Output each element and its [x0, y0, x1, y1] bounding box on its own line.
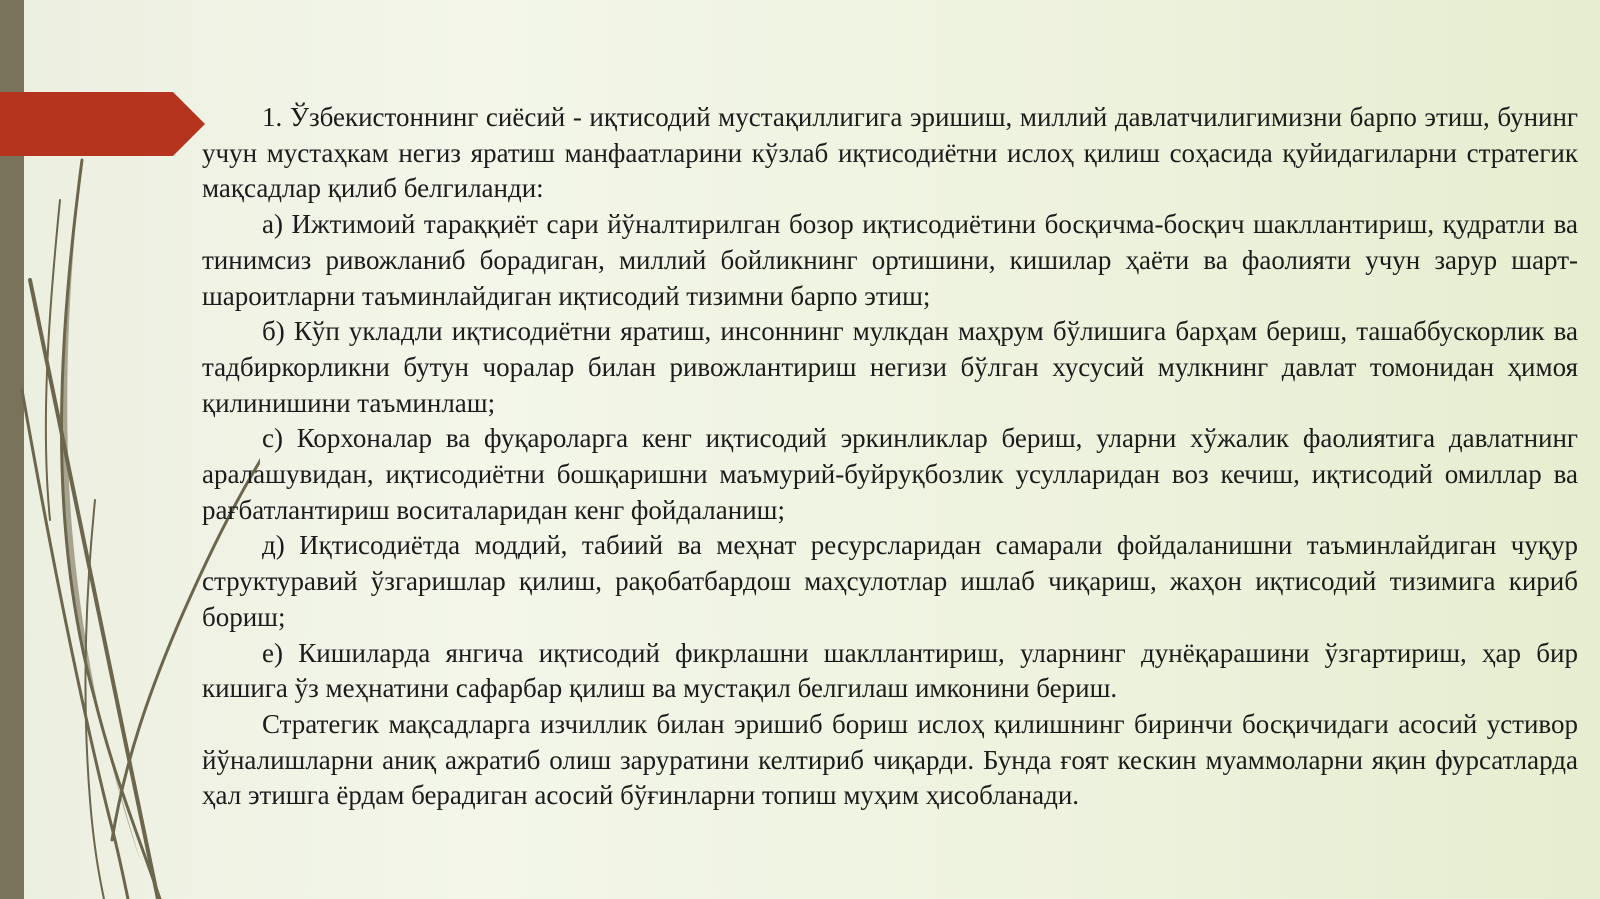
- paragraph-d: д) Иқтисодиётда моддий, табиий ва меҳнат ресурсларидан самарали фойдаланишни таъминлайдиган чуқур структуравий ўзгаришлар қилиш, рақобатбардош маҳсулотлар ишлаб чиқариш, жаҳон иқтисодий тизимига кириб бориш;: [202, 530, 1578, 632]
- paragraph-conclusion: Стратегик мақсадларга изчиллик билан эришиб бориш ислоҳ қилишнинг биринчи босқичидаги асосий устивор йўналишларни аниқ ажратиб олиш заруратини келтириб чиқарди. Бунда ғоят кескин муаммоларни яқин фурсатларда ҳал этишга ёрдам берадиган асосий бўғинларни топиш муҳим ҳисобланади.: [202, 708, 1578, 811]
- paragraph-c: с) Корхоналар ва фуқароларга кенг иқтисодий эркинликлар бериш, уларни хўжалик фаолиятига давлатнинг аралашувидан, иқтисодиётни бошқаришни маъмурий-буйруқбозлик усулларидан воз кечиш, иқтисодий омиллар ва рағбатлантириш воситаларидан кенг фойдаланиш;: [202, 423, 1578, 525]
- paragraph-e: е) Кишиларда янгича иқтисодий фикрлашни шакллантириш, уларнинг дунёқарашини ўзгартириш, ҳар бир кишига ўз меҳнатини сафарбар қилиш ва мустақил белгилаш имконини бериш.: [202, 637, 1578, 704]
- paragraph-a: а) Ижтимоий тараққиёт сари йўналтирилган бозор иқтисодиётини босқичма-босқич шакллантириш, қудратли ва тинимсиз ривожланиб борадиган, миллий бойликнинг ортишини, кишилар ҳаёти ва фаолияти учун зарур шарт-шароитларни таъминлайдиган иқтисодий тизимни барпо этиш;: [202, 209, 1578, 311]
- paragraph-b: б) Кўп укладли иқтисодиётни яратиш, инсоннинг мулкдан маҳрум бўлишига барҳам бериш, ташаббускорлик ва тадбиркорликни бутун чоралар билан ривожлантириш негизи бўлган хусусий мулкнинг давлат томонидан ҳимоя қилинишини таъминлаш;: [202, 316, 1578, 418]
- slide-body-text: [202, 100, 1578, 814]
- paragraph-intro: 1. Ўзбекистоннинг сиёсий - иқтисодий мустақиллигига эришиш, миллий давлатчилигимизни барпо этиш, бунинг учун мустаҳкам негиз яратиш манфаатларини кўзлаб иқтисодиётни ислоҳ қилиш соҳасида қуйидагиларни стратегик мақсадлар қилиб белгиланди:: [202, 102, 1578, 204]
- red-arrow-shape: [0, 0, 220, 899]
